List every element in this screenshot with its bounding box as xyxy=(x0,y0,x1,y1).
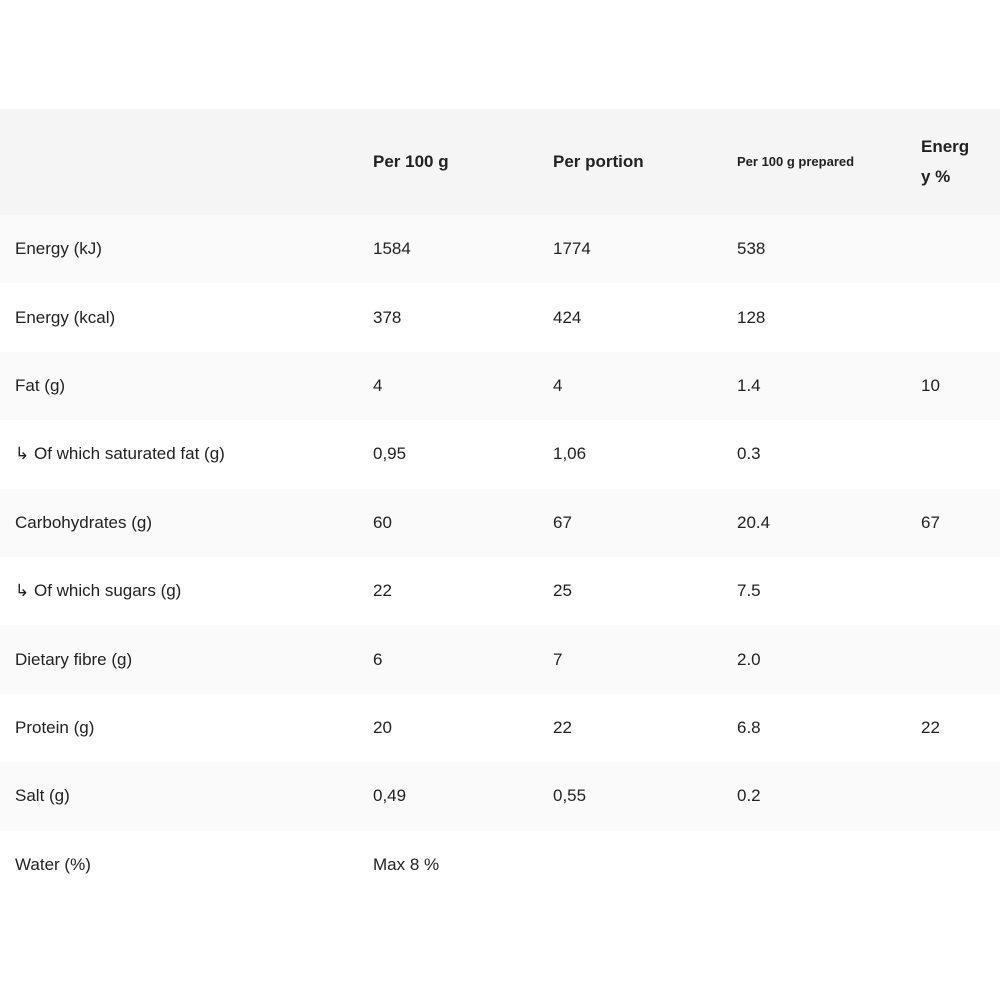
table-row xyxy=(0,625,1000,693)
row-per-100g: 0,95 xyxy=(373,444,407,464)
row-prepared: 7.5 xyxy=(737,581,761,601)
row-label: Water (%) xyxy=(15,854,91,874)
row-prepared: 20.4 xyxy=(737,512,771,532)
row-label: ↳ Of which sugars (g) xyxy=(15,581,182,601)
table-row xyxy=(0,283,1000,351)
row-energy-percent: 10 xyxy=(921,375,940,395)
header-energy-percent xyxy=(921,132,981,192)
table-row xyxy=(0,420,1000,488)
row-per-portion: 424 xyxy=(553,307,582,327)
row-label: ↳ Of which saturated fat (g) xyxy=(15,444,225,464)
header-energy-line2: y % xyxy=(921,167,951,186)
row-per-portion: 25 xyxy=(553,581,572,601)
table-header-row xyxy=(0,109,1000,215)
row-per-100g: 4 xyxy=(373,375,383,395)
table-row xyxy=(0,557,1000,625)
row-per-portion: 7 xyxy=(553,649,563,669)
row-label: Energy (kJ) xyxy=(15,239,102,259)
header-per-100g-prepared: Per 100 g prepared xyxy=(737,154,855,169)
row-label: Dietary fibre (g) xyxy=(15,649,133,669)
row-per-portion: 0,55 xyxy=(553,786,587,806)
header-energy-line1: Energ xyxy=(921,137,970,156)
row-prepared: 538 xyxy=(737,239,766,259)
header-per-100g: Per 100 g xyxy=(373,152,449,171)
row-per-100g: Max 8 % xyxy=(373,854,440,874)
row-per-100g: 22 xyxy=(373,581,392,601)
table-row xyxy=(0,489,1000,557)
row-label: Carbohydrates (g) xyxy=(15,512,153,532)
row-prepared: 0.2 xyxy=(737,786,761,806)
row-prepared: 128 xyxy=(737,307,766,327)
row-prepared: 0.3 xyxy=(737,444,761,464)
row-label: Protein (g) xyxy=(15,717,95,737)
table-row xyxy=(0,352,1000,420)
row-energy-percent: 22 xyxy=(921,717,940,737)
table-row xyxy=(0,762,1000,830)
row-per-portion: 1,06 xyxy=(553,444,587,464)
row-per-100g: 1584 xyxy=(373,239,411,259)
row-energy-percent: 67 xyxy=(921,512,940,532)
table-row xyxy=(0,831,1000,899)
row-prepared: 1.4 xyxy=(737,375,761,395)
row-per-100g: 20 xyxy=(373,717,392,737)
nutrition-table xyxy=(0,109,1000,899)
row-prepared: 2.0 xyxy=(737,649,761,669)
row-label: Energy (kcal) xyxy=(15,307,116,327)
row-per-100g: 378 xyxy=(373,307,402,327)
row-per-100g: 0,49 xyxy=(373,786,407,806)
row-per-portion: 67 xyxy=(553,512,572,532)
row-per-portion: 22 xyxy=(553,717,572,737)
row-label: Fat (g) xyxy=(15,375,66,395)
row-per-portion: 1774 xyxy=(553,239,591,259)
row-prepared: 6.8 xyxy=(737,717,761,737)
row-per-100g: 6 xyxy=(373,649,383,669)
table-row xyxy=(0,215,1000,283)
row-label: Salt (g) xyxy=(15,786,70,806)
row-per-portion: 4 xyxy=(553,375,563,395)
header-per-portion: Per portion xyxy=(553,152,644,171)
row-per-100g: 60 xyxy=(373,512,392,532)
table-row xyxy=(0,694,1000,762)
